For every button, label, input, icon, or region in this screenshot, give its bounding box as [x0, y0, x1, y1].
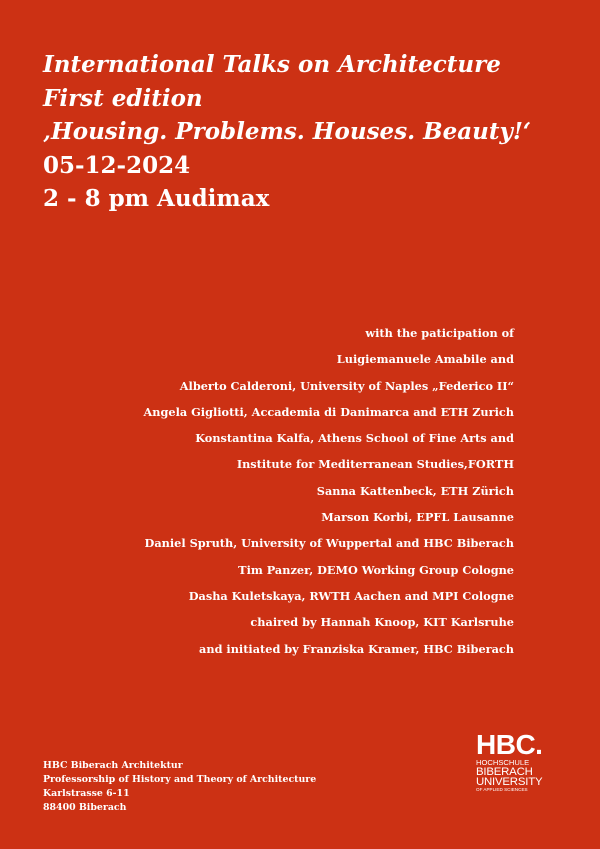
participant-line: Angela Gigliotti, Accademia di Danimarca and ETH Zurich [143, 404, 514, 419]
event-date: 05-12-2024 [43, 151, 191, 179]
hbc-logo-hochschule: HOCHSCHULE [476, 758, 530, 767]
participants-list [44, 326, 514, 668]
address-street: Karlstrasse 6-11 [43, 788, 130, 799]
event-time-location: 2 - 8 pm Audimax [43, 185, 270, 212]
address-institution: HBC Biberach Architektur [43, 760, 183, 771]
hbc-logo-mark: HBC. [476, 729, 543, 760]
hbc-logo-university: UNIVERSITY [476, 776, 543, 788]
event-edition: First edition [43, 84, 203, 112]
address-city: 88400 Biberach [43, 802, 127, 813]
event-title-block [43, 51, 583, 222]
hbc-logo [476, 729, 552, 793]
participant-line: Sanna Kattenbeck, ETH Zürich [316, 483, 514, 498]
event-series-title: International Talks on Architecture [43, 51, 501, 78]
event-theme: ‚Housing. Problems. Houses. Beauty!‘ [43, 118, 531, 145]
address-professorship: Professorship of History and Theory of Architecture [43, 774, 317, 785]
participant-line: Dasha Kuletskaya, RWTH Aachen and MPI Cologne [188, 588, 514, 603]
participant-line: Alberto Calderoni, University of Naples „Federico II“ [179, 378, 514, 393]
participant-line: Konstantina Kalfa, Athens School of Fine Arts and [195, 431, 514, 446]
participant-line: Tim Panzer, DEMO Working Group Cologne [238, 562, 514, 577]
participant-line: Daniel Spruth, University of Wuppertal and HBC Biberach [144, 536, 514, 551]
participant-line: Institute for Mediterranean Studies,FORTH [236, 457, 514, 472]
address-block [43, 759, 316, 815]
hbc-logo-biberach: BIBERACH [476, 766, 533, 778]
hbc-logo-applied-sciences: OF APPLIED SCIENCES [476, 787, 528, 792]
chair-line: chaired by Hannah Knoop, KIT Karlsruhe [250, 615, 514, 630]
participants-intro: with the paticipation of [365, 326, 514, 340]
participant-line: Marson Korbi, EPFL Lausanne [321, 510, 514, 525]
initiator-line: and initiated by Franziska Kramer, HBC Biberach [199, 641, 514, 656]
participant-line: Luigiemanuele Amabile and [336, 352, 514, 367]
